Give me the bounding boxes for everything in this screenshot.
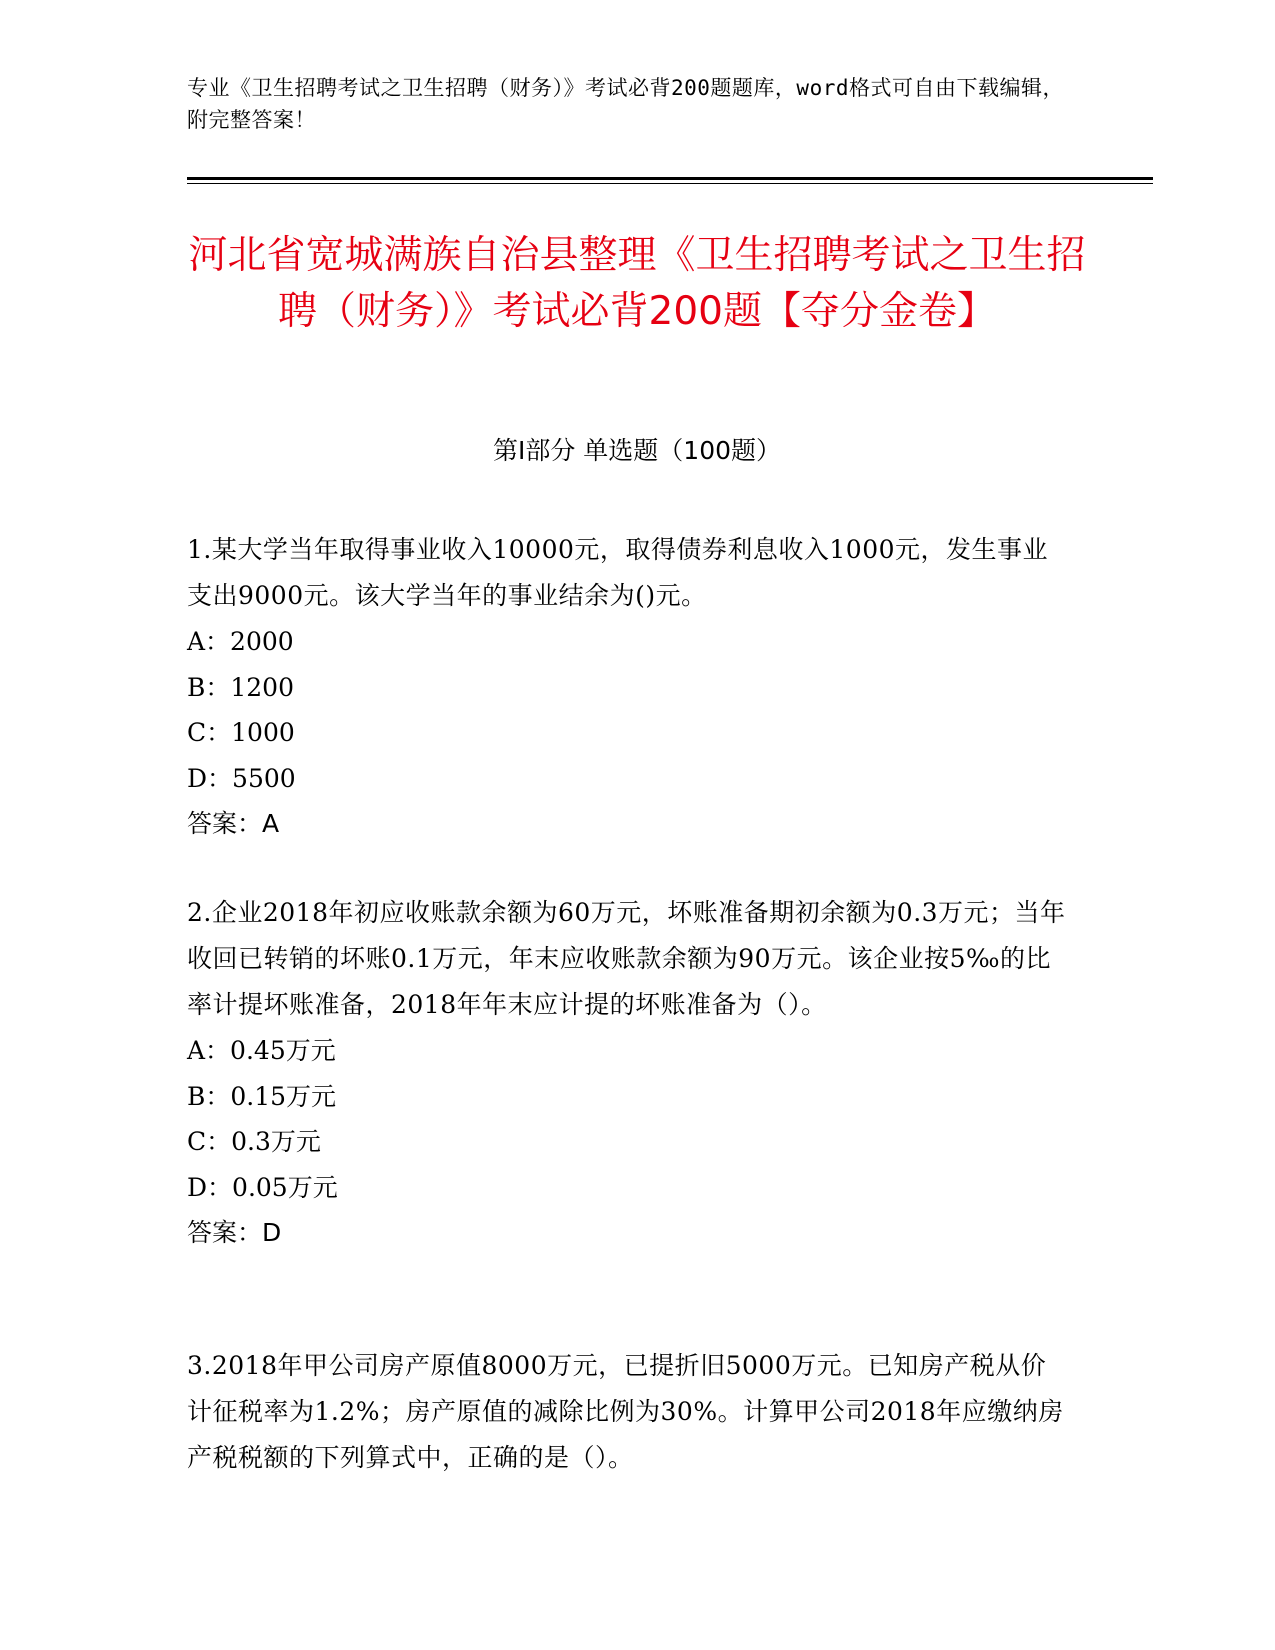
option-b: B：0.15万元 — [187, 1081, 337, 1111]
option-d: D：0.05万元 — [187, 1172, 338, 1202]
option-a: A：2000 — [187, 627, 294, 656]
question-stem: 2.企业2018年初应收账款余额为60万元，坏账准备期初余额为0.3万元；当年收回已转销的坏账0.1万元，年末应收账款余额为90万元。该企业按5‰的比率计提坏账准备，2018年年末应计提的坏账准备为（）。 — [187, 898, 1066, 1019]
question-stem: 3.2018年甲公司房产原值8000万元，已提折旧5000万元。已知房产税从价计征税率为1.2%；房产原值的减除比例为30%。计算甲公司2018年应缴纳房产税税额的下列算式中，正确的是（）。 — [187, 1351, 1064, 1472]
option-c: C：1000 — [187, 718, 295, 747]
answer: 答案：A — [187, 809, 280, 838]
header-divider-thick — [187, 177, 1153, 180]
option-d: D：5500 — [187, 763, 296, 793]
question-stem: 1.某大学当年取得事业收入10000元，取得债券利息收入1000元，发生事业支出9000元。该大学当年的事业结余为()元。 — [187, 535, 1049, 610]
option-b: B：1200 — [187, 672, 294, 702]
question-1 — [187, 527, 1067, 847]
answer: 答案：D — [187, 1218, 282, 1247]
option-a: A：0.45万元 — [187, 1036, 336, 1065]
document-title: 河北省宽城满族自治县整理《卫生招聘考试之卫生招聘（财务）》考试必背200题【夺分金卷】 — [188, 233, 1086, 334]
section-heading: 第Ⅰ部分 单选题（100题） — [492, 436, 782, 465]
option-c: C：0.3万元 — [187, 1127, 321, 1156]
header-divider-thin — [187, 183, 1153, 184]
header-note: 专业《卫生招聘考试之卫生招聘（财务）》考试必背200题题库，word格式可自由下载编辑，附完整答案！ — [187, 76, 1064, 132]
question-3 — [187, 1343, 1067, 1481]
question-2 — [187, 890, 1067, 1256]
